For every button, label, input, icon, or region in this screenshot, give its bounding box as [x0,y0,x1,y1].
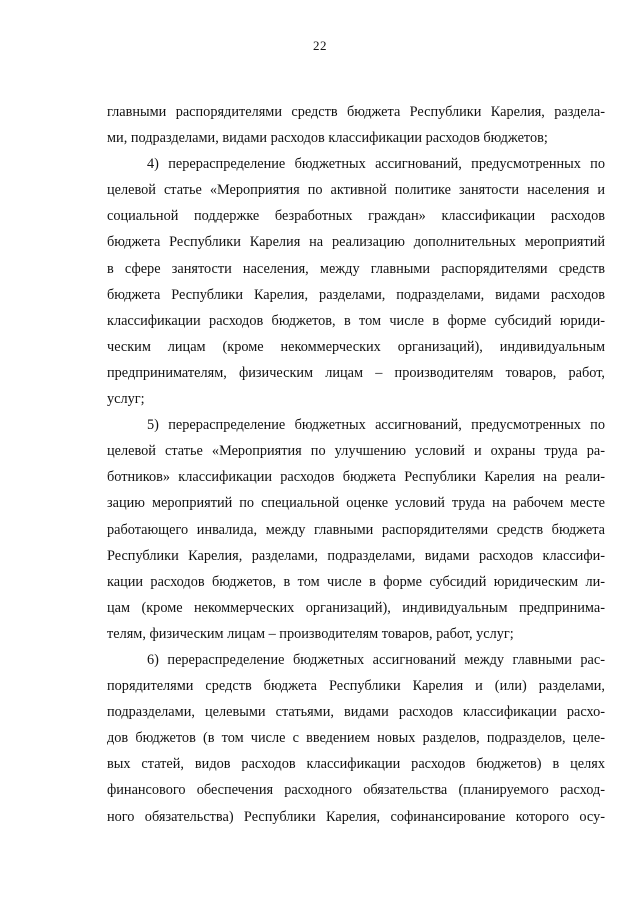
text-line: цам (кроме некоммерческих организаций), индивидуальным предпринима- [107,599,605,616]
text-line: бюджета Республики Карелия, разделами, подразделами, видами расходов [107,286,605,303]
text-line: главными распорядителями средств бюджета Республики Карелия, раздела- [107,104,605,120]
text-line: классификации расходов бюджетов, в том числе в форме субсидий юриди- [107,312,605,329]
text-line: кации расходов бюджетов, в том числе в форме субсидий юридическим ли- [107,573,605,590]
text-line: ми, подразделами, видами расходов классификации расходов бюджетов; [107,130,548,147]
text-line: целевой статье «Мероприятия по улучшению условий и охраны труда ра- [107,443,605,460]
text-line: дов бюджетов (в том числе с введением новых разделов, подразделов, целе- [107,730,605,747]
text-line: 6) перераспределение бюджетных ассигнований между главными рас- [147,651,605,668]
text-line: Республики Карелия, разделами, подразделами, видами расходов классифи- [107,547,605,564]
text-line: порядителями средств бюджета Республики Карелия и (или) разделами, [107,678,605,695]
text-line: социальной поддержке безработных граждан» классификации расходов [107,208,605,225]
text-line: финансового обеспечения расходного обязательства (планируемого расход- [107,782,605,799]
text-line: подразделами, целевыми статьями, видами расходов классификации расхо- [107,704,605,721]
text-line: услуг; [107,391,145,408]
body-text [107,99,605,830]
text-line: вых статей, видов расходов классификации расходов бюджетов) в целях [107,756,605,773]
text-line: бюджета Республики Карелия на реализацию дополнительных мероприятий [107,234,605,251]
text-line: предпринимателям, физическим лицам – производителям товаров, работ, [107,364,605,381]
text-line: в сфере занятости населения, между главными распорядителями средств [107,260,605,277]
page-number: 22 [313,38,327,53]
text-line: 4) перераспределение бюджетных ассигнований, предусмотренных по [147,156,605,173]
text-line: зацию мероприятий по специальной оценке условий труда на рабочем месте [107,495,605,512]
text-line: работающего инвалида, между главными распорядителями средств бюджета [107,521,605,538]
text-line: ческим лицам (кроме некоммерческих организаций), индивидуальным [107,338,605,355]
text-line: 5) перераспределение бюджетных ассигнований, предусмотренных по [147,417,605,434]
text-line: ного обязательства) Республики Карелия, софинансирование которого осу- [107,808,605,825]
text-line: телям, физическим лицам – производителям товаров, работ, услуг; [107,625,514,642]
text-line: целевой статье «Мероприятия по активной политике занятости населения и [107,182,605,199]
text-line: ботников» классификации расходов бюджета Республики Карелия на реали- [107,469,605,486]
